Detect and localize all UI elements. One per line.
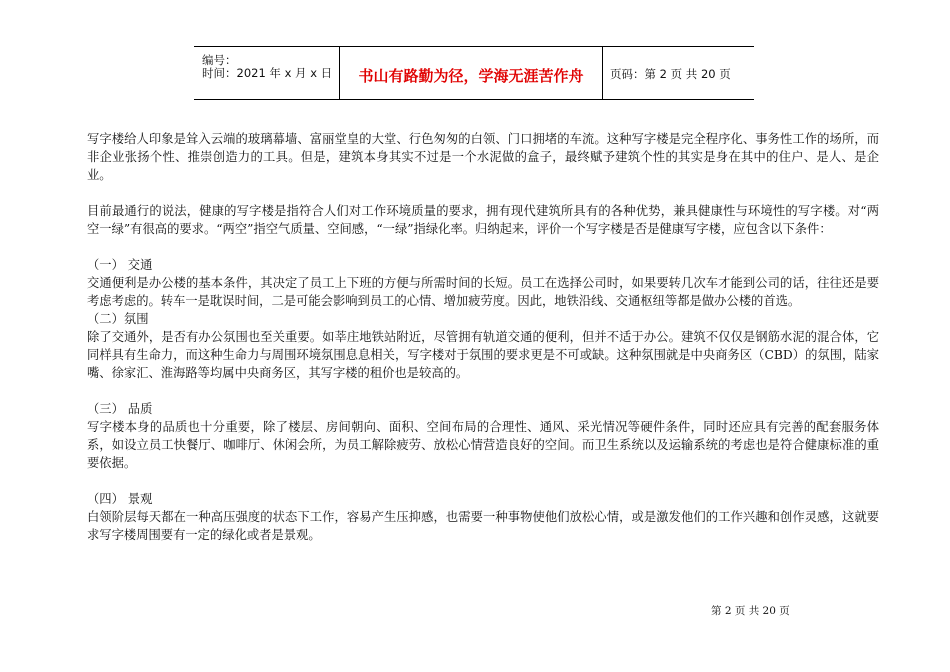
section-heading-atmosphere: （二）氛围 — [87, 312, 149, 326]
paragraph-traffic: 交通便利是办公楼的基本条件，其决定了员工上下班的方便与所需时间的长短。员工在选择公司时，如果要转几次车才能到公司的话，往往还是要考虑考虑的。转车一是耽误时间，二是可能会影响到员工的心情、增加疲劳度。因此，地铁沿线、交通枢纽等都是做办公楼的首选。 — [87, 276, 879, 308]
motto-text: 书山有路勤为径，学海无涯苦作舟 — [358, 67, 584, 85]
paragraph-quality: 写字楼本身的品质也十分重要，除了楼层、房间朝向、面积、空间布局的合理性、通风、采光情况等硬件条件，同时还应具有完善的配套服务体系，如设立员工快餐厅、咖啡厅、休闲会所，为员工解除疲劳、放松心情营造良好的空间。而卫生系统以及运输系统的考虑也是符合健康标准的重要依据。 — [87, 420, 879, 470]
section-heading-traffic: （一） 交通 — [87, 258, 153, 272]
header-page-cell — [601, 47, 754, 99]
paragraph-intro: 写字楼给人印象是耸入云端的玻璃幕墙、富丽堂皇的大堂、行色匆匆的白领、门口拥堵的车流。这种写字楼是完全程序化、事务性工作的场所，而非企业张扬个性、推崇创造力的工具。但是，建筑本身其实不过是一个水泥做的盒子，最终赋予建筑个性的其实是身在其中的住户、是人、是企业。 — [87, 132, 879, 182]
page-code-label: 页码：第 2 页 共 20 页 — [610, 67, 731, 81]
document-number-label: 编号： — [202, 53, 237, 67]
section-heading-quality: （三） 品质 — [87, 402, 153, 416]
header-info-cell — [194, 47, 339, 99]
paragraph-landscape: 白领阶层每天都在一种高压强度的状态下工作，容易产生压抑感，也需要一种事物使他们放松心情，或是激发他们的工作兴趣和创作灵感，这就要求写字楼周围要有一定的绿化或者是景观。 — [87, 510, 879, 542]
paragraph-atmosphere: 除了交通外，是否有办公氛围也至关重要。如莘庄地铁站附近，尽管拥有轨道交通的便利，但并不适于办公。建筑不仅仅是钢筋水泥的混合体，它同样具有生命力，而这种生命力与周围环境氛围息息相关，写字楼对于氛围的要求更是不可或缺。这种氛围就是中央商务区（CBD）的氛围，陆家嘴、徐家汇、淮海路等均属中央商务区，其写字楼的租价也是较高的。 — [87, 330, 879, 380]
document-body — [87, 130, 879, 544]
section-heading-landscape: （四） 景观 — [87, 492, 153, 506]
page-footer-indicator: 第 2 页 共 20 页 — [711, 605, 790, 617]
header-motto-cell — [339, 47, 603, 99]
document-time-label: 时间：2021 年 x 月 x 日 — [202, 66, 333, 80]
paragraph-definition: 目前最通行的说法，健康的写字楼是指符合人们对工作环境质量的要求，拥有现代建筑所具有的各种优势，兼具健康性与环境性的写字楼。对“两空一绿”有很高的要求。“两空”指空气质量、空间感，“一绿”指绿化率。归纳起来，评价一个写字楼是否是健康写字楼，应包含以下条件： — [87, 204, 879, 236]
page-header — [194, 46, 754, 100]
